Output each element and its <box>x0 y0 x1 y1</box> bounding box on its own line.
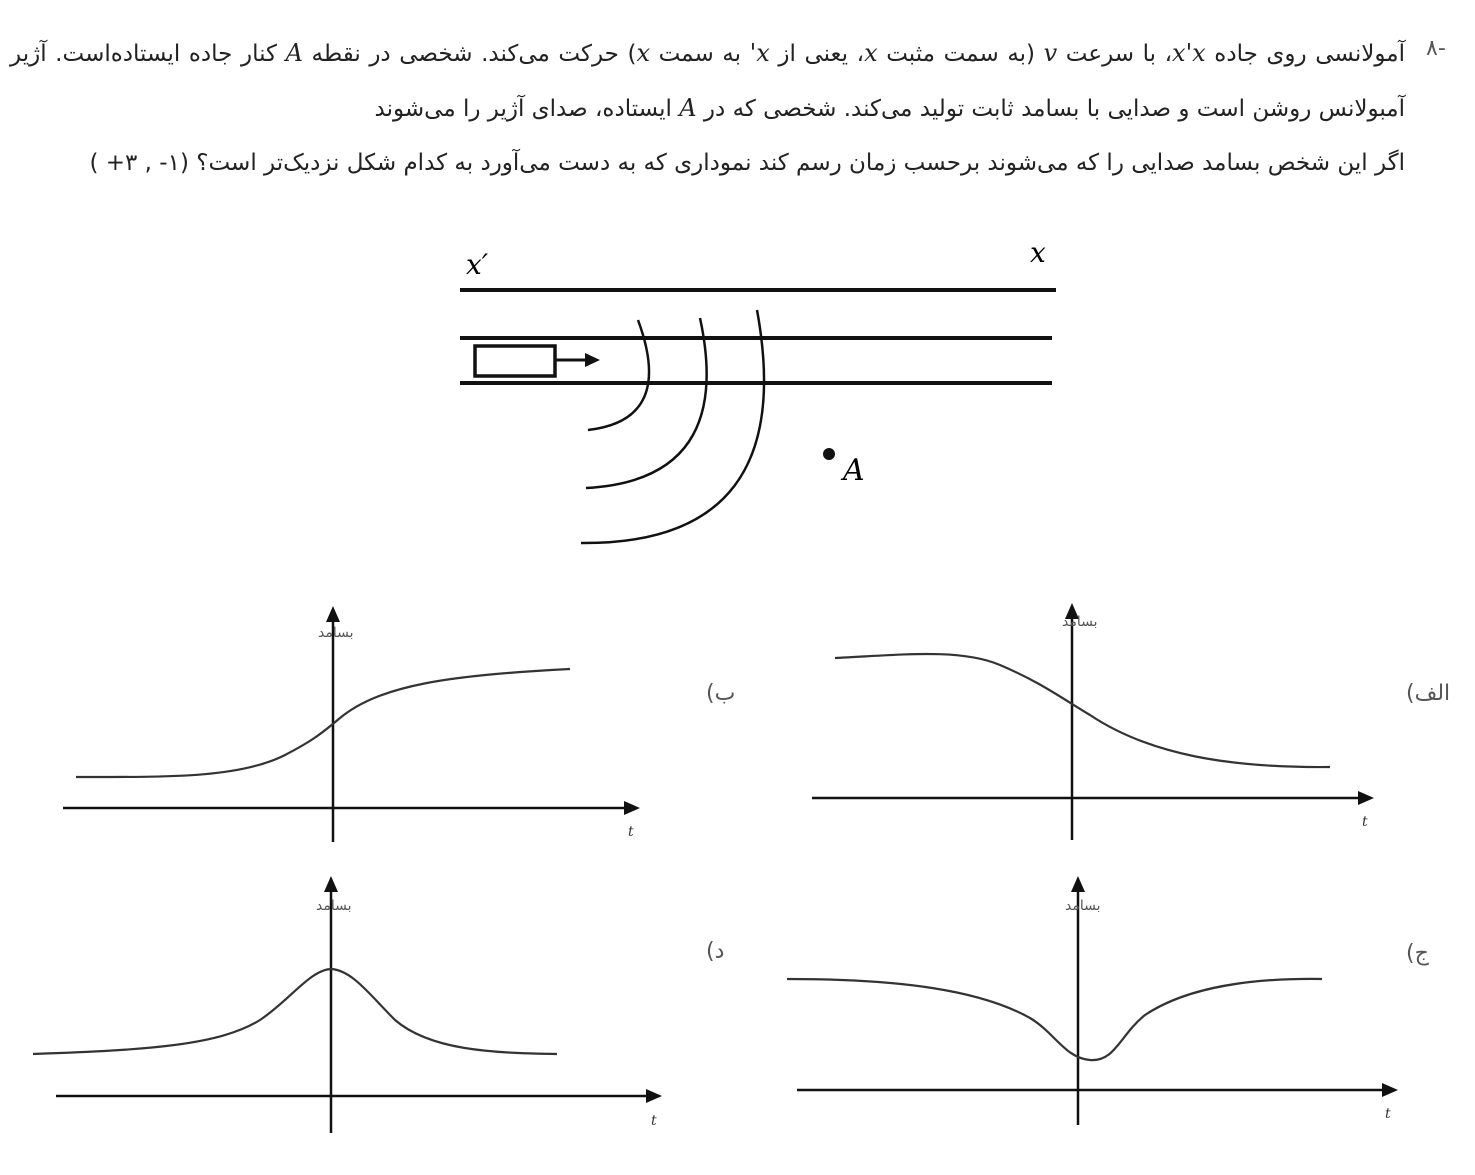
q-line1: آمولانسی روی جاده x'x، با سرعت v (به سمت مثبت x، یعنی از x' به سمت x) حرکت می‌کند. شخصی در نقطه A کنار <box>240 39 1405 67</box>
option-jim-graph <box>787 876 1430 1125</box>
alef-option-label: الف) <box>1406 681 1451 706</box>
dal-x-arrow <box>646 1089 662 1103</box>
question-number: -۸ <box>1426 36 1446 61</box>
dal-xlabel: t <box>651 1113 657 1129</box>
dal-y-arrow <box>324 876 338 892</box>
jim-xlabel: t <box>1385 1106 1391 1122</box>
be-option-label: ب) <box>706 681 736 706</box>
point-A-dot <box>823 448 835 460</box>
label-A: A <box>843 453 865 488</box>
jim-x-arrow <box>1382 1083 1398 1097</box>
be-x-arrow <box>624 801 640 815</box>
dal-ylabel: بسامد <box>316 898 352 914</box>
q-line2: جاده ایستاده‌است. آژیر آمبولانس روشن است و صدایی با بسامد ثابت تولید می‌کند. شخصی که در A ایستاده، صدای آژیر را می‌شوند <box>10 41 1405 122</box>
dal-curve <box>33 969 557 1054</box>
q-line3: اگر این شخص بسامد صدایی را که می‌شوند برحسب زمان رسم کند نموداری که به دست می‌آورد به کدام شکل نزدیک‌تر است؟ (۱- , ۳+ ) <box>89 150 1405 176</box>
option-dal-graph <box>33 876 724 1133</box>
jim-ylabel: بسامد <box>1065 898 1101 914</box>
velocity-arrow-head <box>585 353 600 367</box>
alef-ylabel: بسامد <box>1062 614 1098 630</box>
be-xlabel: t <box>628 824 634 840</box>
alef-xlabel: t <box>1362 814 1368 830</box>
be-y-arrow <box>326 606 340 622</box>
be-ylabel: بسامد <box>318 625 354 641</box>
alef-curve <box>835 654 1330 767</box>
label-x-prime: x′ <box>466 248 489 281</box>
alef-x-arrow <box>1358 791 1374 805</box>
label-x: x <box>1030 236 1046 269</box>
option-alef-graph <box>812 603 1450 840</box>
road-diagram <box>460 290 1056 543</box>
be-curve <box>76 669 570 777</box>
jim-option-label: ج) <box>1406 941 1429 966</box>
jim-y-arrow <box>1071 876 1085 892</box>
option-be-graph <box>63 606 735 842</box>
jim-curve <box>787 979 1322 1060</box>
ambulance-box <box>475 346 555 376</box>
dal-option-label: د) <box>706 939 725 964</box>
